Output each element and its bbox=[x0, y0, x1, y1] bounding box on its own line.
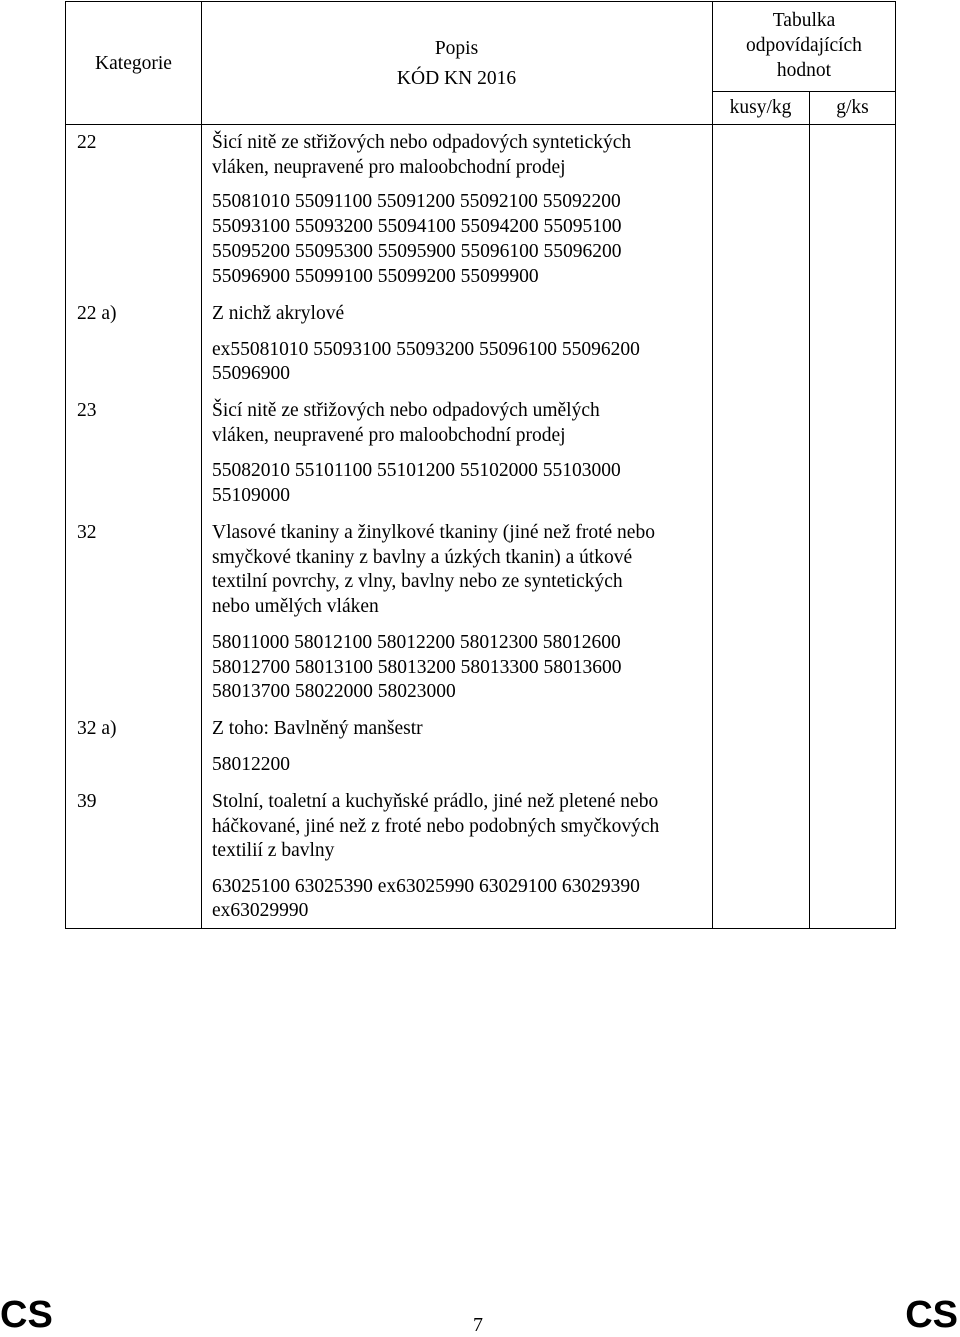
column-divider bbox=[712, 2, 713, 928]
row-category: 39 bbox=[77, 791, 97, 812]
row-description-line: smyčkové tkaniny z bavlny a úzkých tkanin) a útkové bbox=[212, 547, 633, 568]
header-tabulka-3: hodnot bbox=[776, 60, 832, 81]
header-tabulka-2: odpovídajících bbox=[746, 35, 862, 56]
row-codes-line: ex55081010 55093100 55093200 55096100 55096200 bbox=[212, 339, 640, 360]
row-codes-line: 55109000 bbox=[212, 485, 290, 506]
row-description-line: textilní povrchy, z vlny, bavlny nebo ze syntetických bbox=[212, 571, 623, 592]
row-codes-line: 58012700 58013100 58013200 58013300 58013600 bbox=[212, 657, 622, 678]
header-popis: Popis bbox=[434, 38, 479, 59]
row-codes-line: 58011000 58012100 58012200 58012300 58012600 bbox=[212, 632, 621, 653]
column-divider bbox=[201, 2, 202, 928]
row-codes-line: 58013700 58022000 58023000 bbox=[212, 681, 456, 702]
row-description-line: vláken, neupravené pro maloobchodní prodej bbox=[212, 157, 566, 178]
row-codes-line: 58012200 bbox=[212, 754, 290, 775]
row-codes-line: 63025100 63025390 ex63025990 63029100 63029390 bbox=[212, 876, 640, 897]
row-codes-line: 55096900 bbox=[212, 363, 290, 384]
header-divider bbox=[712, 124, 896, 125]
row-description-line: Šicí nitě ze střižových nebo odpadových umělých bbox=[212, 400, 600, 421]
row-codes-line: ex63029990 bbox=[212, 900, 309, 921]
footer-language-left: CS bbox=[0, 1294, 53, 1336]
page-number: 7 bbox=[473, 1314, 483, 1336]
header-divider bbox=[66, 124, 712, 125]
row-category: 22 a) bbox=[77, 303, 117, 324]
row-description-line: Vlasové tkaniny a žinylkové tkaniny (jiné než froté nebo bbox=[212, 522, 655, 543]
header-g-ks: g/ks bbox=[836, 97, 869, 118]
row-category: 32 bbox=[77, 522, 97, 543]
row-codes-line: 55095200 55095300 55095900 55096100 55096200 bbox=[212, 241, 622, 262]
header-tabulka-1: Tabulka bbox=[772, 10, 836, 31]
row-codes-line: 55093100 55093200 55094100 55094200 55095100 bbox=[212, 216, 622, 237]
row-category: 22 bbox=[77, 132, 97, 153]
row-category: 32 a) bbox=[77, 718, 117, 739]
footer-language-right: CS bbox=[905, 1294, 958, 1336]
row-description-line: Šicí nitě ze střižových nebo odpadových syntetických bbox=[212, 132, 632, 153]
row-description-line: Stolní, toaletní a kuchyňské prádlo, jiné než pletené nebo bbox=[212, 791, 659, 812]
header-divider bbox=[712, 91, 896, 92]
row-description-line: háčkované, jiné než z froté nebo podobných smyčkových bbox=[212, 816, 660, 837]
header-kusy-kg: kusy/kg bbox=[729, 97, 792, 118]
row-description-line: Z nichž akrylové bbox=[212, 303, 345, 324]
row-description-line: Z toho: Bavlněný manšestr bbox=[212, 718, 423, 739]
row-description-line: nebo umělých vláken bbox=[212, 596, 379, 617]
row-description-line: vláken, neupravené pro maloobchodní prodej bbox=[212, 425, 566, 446]
row-description-line: textilií z bavlny bbox=[212, 840, 335, 861]
row-codes-line: 55096900 55099100 55099200 55099900 bbox=[212, 266, 539, 287]
column-divider bbox=[809, 91, 810, 928]
row-codes-line: 55082010 55101100 55101200 55102000 55103000 bbox=[212, 460, 621, 481]
header-kategorie: Kategorie bbox=[95, 53, 172, 74]
header-kod: KÓD KN 2016 bbox=[396, 68, 517, 89]
row-category: 23 bbox=[77, 400, 97, 421]
row-codes-line: 55081010 55091100 55091200 55092100 55092200 bbox=[212, 191, 621, 212]
